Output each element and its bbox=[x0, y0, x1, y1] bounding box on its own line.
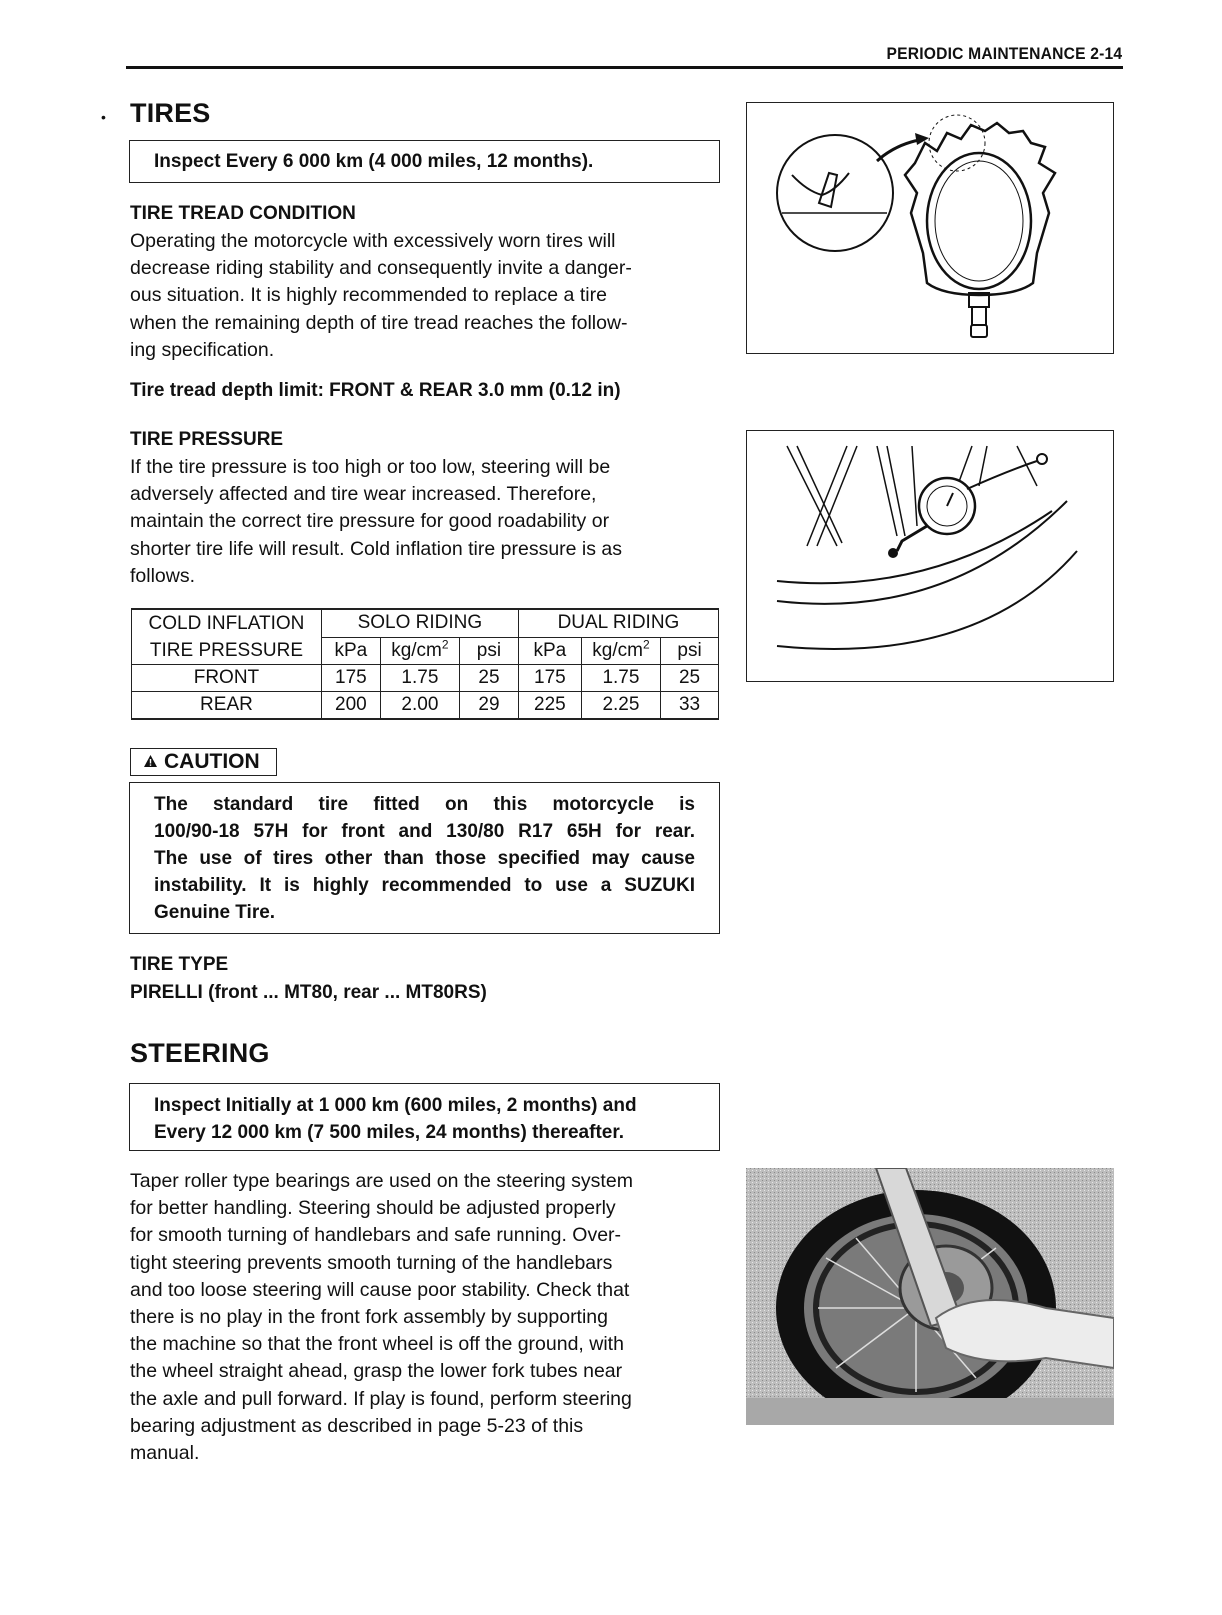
steering-paragraph bbox=[130, 1168, 720, 1467]
pressure-heading: TIRE PRESSURE bbox=[130, 429, 284, 450]
unit-text: kg/cm bbox=[391, 639, 442, 661]
text-line: follows. bbox=[130, 564, 196, 587]
header-rule bbox=[126, 66, 1123, 69]
dual-riding-header: DUAL RIDING bbox=[518, 609, 718, 637]
unit-sup: 2 bbox=[441, 637, 449, 652]
tires-interval-text: Inspect Every 6 000 km (4 000 miles, 12 months). bbox=[154, 151, 594, 172]
text-line: when the remaining depth of tire tread reaches the follow- bbox=[130, 311, 628, 334]
text-line: for better handling. Steering should be adjusted properly bbox=[130, 1197, 616, 1220]
pressure-gauge-illustration bbox=[747, 431, 1112, 680]
unit-cell bbox=[581, 637, 660, 665]
tread-gauge-figure bbox=[746, 102, 1114, 354]
table-row bbox=[132, 692, 719, 720]
unit-cell: psi bbox=[661, 637, 719, 665]
solo-riding-header: SOLO RIDING bbox=[321, 609, 518, 637]
caution-line: The standard tire fitted on this motorcycle is bbox=[154, 794, 695, 815]
caution-line: Genuine Tire. bbox=[154, 902, 276, 923]
tires-heading: TIRES bbox=[130, 98, 211, 128]
table-header-row bbox=[132, 609, 719, 637]
row-label: FRONT bbox=[132, 665, 322, 692]
text-line: the axle and pull forward. If play is found, perform steering bbox=[130, 1387, 632, 1410]
page-header: PERIODIC MAINTENANCE 2-14 bbox=[886, 44, 1122, 63]
text-line: and too loose steering will cause poor stability. Check that bbox=[130, 1278, 630, 1301]
tire-pressure-table bbox=[131, 608, 719, 720]
table-cell: 29 bbox=[460, 692, 519, 720]
table-cell: 175 bbox=[321, 665, 380, 692]
text-line: the wheel straight ahead, grasp the lower fork tubes near bbox=[130, 1360, 623, 1383]
text-line: adversely affected and tire wear increased. Therefore, bbox=[130, 483, 597, 506]
table-corner-cell bbox=[132, 609, 322, 665]
text-line: decrease riding stability and consequently invite a danger- bbox=[130, 257, 632, 280]
steering-photo-image bbox=[746, 1168, 1114, 1425]
steering-interval-line: Every 12 000 km (7 500 miles, 24 months) thereafter. bbox=[154, 1122, 624, 1143]
pressure-gauge-figure bbox=[746, 430, 1114, 682]
steering-check-photo bbox=[746, 1168, 1114, 1425]
corner-line: COLD INFLATION bbox=[148, 613, 305, 634]
text-line: there is no play in the front fork assembly by supporting bbox=[130, 1306, 608, 1329]
text-line: shorter tire life will result. Cold inflation tire pressure is as bbox=[130, 537, 623, 560]
text-line: tight steering prevents smooth turning of the handlebars bbox=[130, 1251, 613, 1274]
steering-heading: STEERING bbox=[130, 1038, 270, 1068]
caution-line: The use of tires other than those specified may cause bbox=[154, 848, 695, 869]
table-cell: 25 bbox=[460, 665, 519, 692]
table-cell: 25 bbox=[661, 665, 719, 692]
bullet-mark: • bbox=[101, 109, 106, 125]
unit-cell: kPa bbox=[518, 637, 581, 665]
unit-cell bbox=[380, 637, 459, 665]
caution-label bbox=[130, 748, 277, 776]
tread-paragraph bbox=[130, 228, 720, 364]
unit-sup: 2 bbox=[642, 637, 650, 652]
text-line: maintain the correct tire pressure for good roadability or bbox=[130, 510, 610, 533]
row-label: REAR bbox=[132, 692, 322, 720]
text-line: Operating the motorcycle with excessively worn tires will bbox=[130, 230, 616, 252]
tire-type-value: PIRELLI (front ... MT80, rear ... MT80RS) bbox=[130, 982, 487, 1003]
caution-line: instability. It is highly recommended to use a SUZUKI bbox=[154, 875, 695, 896]
table-cell: 2.25 bbox=[581, 692, 660, 720]
unit-cell: psi bbox=[460, 637, 519, 665]
text-line: bearing adjustment as described in page 5-23 of this bbox=[130, 1414, 584, 1437]
steering-interval-line: Inspect Initially at 1 000 km (600 miles, 2 months) and bbox=[154, 1095, 637, 1116]
tires-interval-box bbox=[129, 140, 720, 183]
table-cell: 1.75 bbox=[380, 665, 459, 692]
warning-triangle-icon bbox=[143, 749, 158, 775]
tire-type-heading: TIRE TYPE bbox=[130, 954, 229, 975]
unit-cell: kPa bbox=[321, 637, 380, 665]
corner-line: TIRE PRESSURE bbox=[149, 640, 303, 661]
text-line: Taper roller type bearings are used on the steering system bbox=[130, 1170, 633, 1192]
unit-text: kg/cm bbox=[592, 639, 643, 661]
table-row bbox=[132, 665, 719, 692]
text-line: the machine so that the front wheel is off the ground, with bbox=[130, 1333, 624, 1356]
tread-spec: Tire tread depth limit: FRONT & REAR 3.0 mm (0.12 in) bbox=[130, 380, 621, 401]
caution-box bbox=[129, 782, 720, 934]
table-cell: 1.75 bbox=[581, 665, 660, 692]
text-line: If the tire pressure is too high or too low, steering will be bbox=[130, 456, 611, 478]
table-cell: 225 bbox=[518, 692, 581, 720]
caution-label-text: CAUTION bbox=[164, 750, 260, 773]
text-line: manual. bbox=[130, 1442, 200, 1465]
table-cell: 175 bbox=[518, 665, 581, 692]
table-cell: 2.00 bbox=[380, 692, 459, 720]
table-cell: 200 bbox=[321, 692, 380, 720]
steering-interval-box bbox=[129, 1083, 720, 1151]
text-line: ous situation. It is highly recommended to replace a tire bbox=[130, 284, 607, 307]
table-cell: 33 bbox=[661, 692, 719, 720]
tread-gauge-illustration bbox=[747, 103, 1112, 352]
text-line: ing specification. bbox=[130, 338, 275, 361]
caution-line: 100/90-18 57H for front and 130/80 R17 65H for rear. bbox=[154, 821, 695, 842]
tread-heading: TIRE TREAD CONDITION bbox=[130, 203, 356, 224]
text-line: for smooth turning of handlebars and safe running. Over- bbox=[130, 1224, 622, 1247]
pressure-paragraph bbox=[130, 454, 720, 590]
